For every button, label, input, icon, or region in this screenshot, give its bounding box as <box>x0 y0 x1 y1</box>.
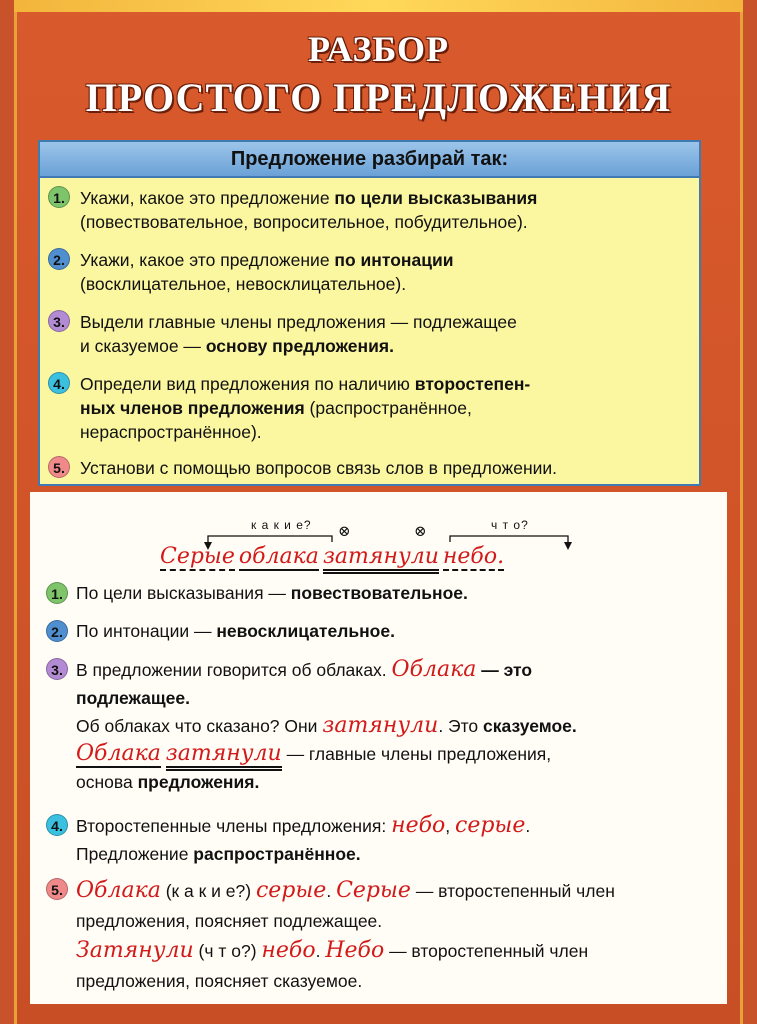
example-item-1: 1. По цели высказывания — повествовательное. <box>46 580 716 606</box>
cross-mark-1: ⊗ <box>338 524 351 540</box>
rule-item-4: 4. Определи вид предложения по наличию второстепен- ных членов предложения (распространённое, нераспространённое). <box>48 372 698 444</box>
rules-box <box>38 140 701 486</box>
number-badge: 5. <box>46 878 68 900</box>
number-badge: 5. <box>48 456 70 478</box>
example-panel <box>30 492 727 1004</box>
word-serye: Серые <box>160 544 235 569</box>
number-badge: 1. <box>48 186 70 208</box>
top-strip <box>14 0 743 12</box>
example-item-5: 5. Облака (к а к и е?) серые. Серые — второстепенный член предложения, поясняет подлежащее. Затянули (ч т о?) небо. Небо — второстепенный член предложения, поясняет сказуемое. <box>46 876 716 996</box>
rules-header: Предложение разбирай так: <box>40 142 699 178</box>
question-label-chto: ч т о? <box>488 518 532 532</box>
example-item-3: 3. В предложении говорится об облаках. Облака — это подлежащее. Об облаках что сказано? Они затянули. Это сказуемое. Облака затянули — главные члены предложения, основа предложения. <box>46 656 716 796</box>
word-zatyanuli: затянули <box>323 544 439 574</box>
number-badge: 3. <box>46 658 68 680</box>
number-badge: 4. <box>46 814 68 836</box>
poster-title-line1: РАЗБОР <box>307 29 450 69</box>
word-nebo: небо. <box>442 544 505 569</box>
example-sentence <box>160 518 620 572</box>
sentence-words <box>160 544 504 569</box>
poster-title-line2: ПРОСТОГО ПРЕДЛОЖЕНИЯ <box>85 75 672 120</box>
rule-item-3: 3. Выдели главные члены предложения — подлежащее и сказуемое — основу предложения. <box>48 310 698 358</box>
number-badge: 1. <box>46 582 68 604</box>
rule-item-2: 2. Укажи, какое это предложение по интонации (восклицательное, невосклицательное). <box>48 248 698 296</box>
number-badge: 2. <box>46 620 68 642</box>
cross-mark-2: ⊗ <box>414 524 427 540</box>
number-badge: 3. <box>48 310 70 332</box>
example-item-2: 2. По интонации — невосклицательное. <box>46 618 716 644</box>
question-label-kakie: к а к и е? <box>248 518 315 532</box>
number-badge: 2. <box>48 248 70 270</box>
word-oblaka: облака <box>238 544 319 569</box>
rule-item-5: 5. Установи с помощью вопросов связь слов в предложении. <box>48 456 698 480</box>
rule-item-1: 1. Укажи, какое это предложение по цели высказывания (повествовательное, вопросительное, побудительное). <box>48 186 698 234</box>
number-badge: 4. <box>48 372 70 394</box>
example-item-4: 4. Второстепенные члены предложения: небо, серые. Предложение распространённое. <box>46 812 716 868</box>
